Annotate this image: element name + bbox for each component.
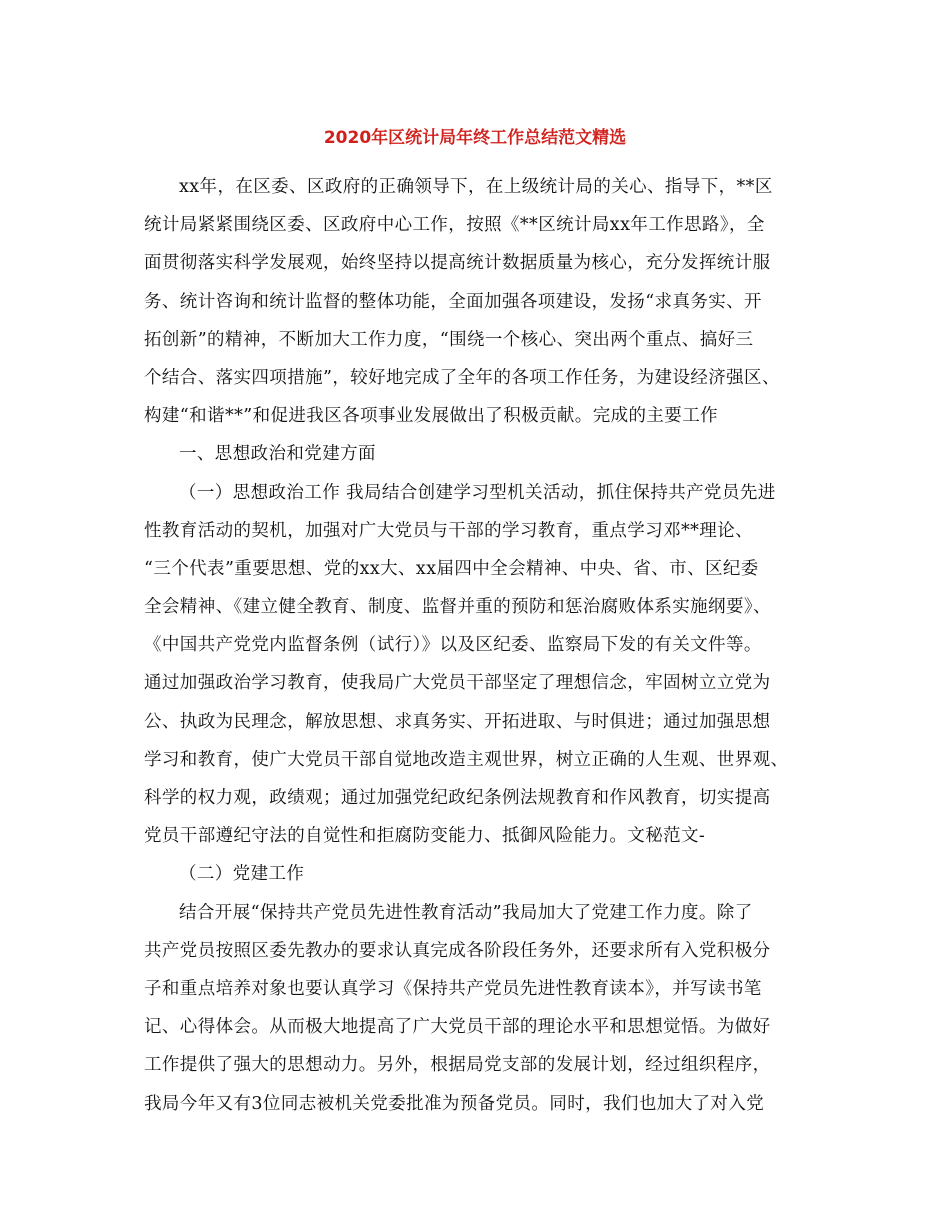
paragraph-line: “三个代表”重要思想、党的xx大、xx届四中全会精神、中央、省、市、区纪委 bbox=[144, 558, 759, 579]
paragraph-line: （一）思想政治工作 我局结合创建学习型机关活动，抓住保持共产党员先进 bbox=[179, 482, 776, 503]
paragraph-line: 记、心得体会。从而极大地提高了广大党员干部的理论水平和思想觉悟。为做好 bbox=[144, 1017, 771, 1038]
paragraph-line: xx年，在区委、区政府的正确领导下，在上级统计局的关心、指导下，**区 bbox=[179, 177, 773, 197]
document-body bbox=[144, 168, 824, 1123]
section-heading: （二）党建工作 bbox=[179, 864, 305, 885]
paragraph-line: 子和重点培养对象也要认真学习《保持共产党员先进性教育读本》，并写读书笔 bbox=[144, 978, 762, 999]
paragraph-line: 共产党员按照区委先教办的要求认真完成各阶段任务外，还要求所有入党积极分 bbox=[144, 940, 771, 961]
paragraph-line: 通过加强政治学习教育，使我局广大党员干部坚定了理想信念，牢固树立立党为 bbox=[144, 673, 771, 694]
paragraph-line: 工作提供了强大的思想动力。另外，根据局党支部的发展计划，经过组织程序， bbox=[144, 1055, 771, 1076]
paragraph-line: 党员干部遵纪守法的自觉性和拒腐防变能力、抵御风险能力。文秘范文- bbox=[144, 826, 706, 847]
paragraph-line: 结合开展“保持共产党员先进性教育活动”我局加大了党建工作力度。除了 bbox=[179, 902, 753, 923]
paragraph-line: 面贯彻落实科学发展观，始终坚持以提高统计数据质量为核心，充分发挥统计服 bbox=[144, 253, 771, 274]
paragraph-line: 性教育活动的契机，加强对广大党员与干部的学习教育，重点学习邓**理论、 bbox=[144, 520, 753, 541]
paragraph-line: 公、执政为民理念，解放思想、求真务实、开拓进取、与时俱进；通过加强思想 bbox=[144, 711, 771, 732]
paragraph-line: 拓创新”的精神，不断加大工作力度，“围绕一个核心、突出两个重点、搞好三 bbox=[144, 329, 754, 350]
paragraph-line: 构建“和谐**”和促进我区各项事业发展做出了积极贡献。完成的主要工作 bbox=[144, 406, 718, 427]
paragraph-line: 全会精神、《建立健全教育、制度、监督并重的预防和惩治腐败体系实施纲要》、 bbox=[144, 597, 771, 618]
document-title: 2020年区统计局年终工作总结范文精选 bbox=[323, 128, 627, 148]
section-heading: 一、思想政治和党建方面 bbox=[179, 444, 376, 465]
paragraph-line: 务、统计咨询和统计监督的整体功能，全面加强各项建设，发扬“求真务实、开 bbox=[144, 291, 762, 312]
paragraph-line: 统计局紧紧围绕区委、区政府中心工作，按照《**区统计局xx年工作思路》，全 bbox=[144, 215, 765, 236]
paragraph-line: 学习和教育，使广大党员干部自觉地改造主观世界，树立正确的人生观、世界观、 bbox=[144, 749, 789, 770]
paragraph-line: 《中国共产党党内监督条例（试行）》以及区纪委、监察局下发的有关文件等。 bbox=[144, 635, 762, 656]
paragraph-line: 科学的权力观，政绩观；通过加强党纪政纪条例法规教育和作风教育，切实提高 bbox=[144, 788, 771, 808]
paragraph-line: 我局今年又有3位同志被机关党委批准为预备党员。同时，我们也加大了对入党 bbox=[144, 1093, 765, 1114]
paragraph-line: 个结合、落实四项措施”，较好地完成了全年的各项工作任务，为建设经济强区、 bbox=[144, 367, 780, 388]
